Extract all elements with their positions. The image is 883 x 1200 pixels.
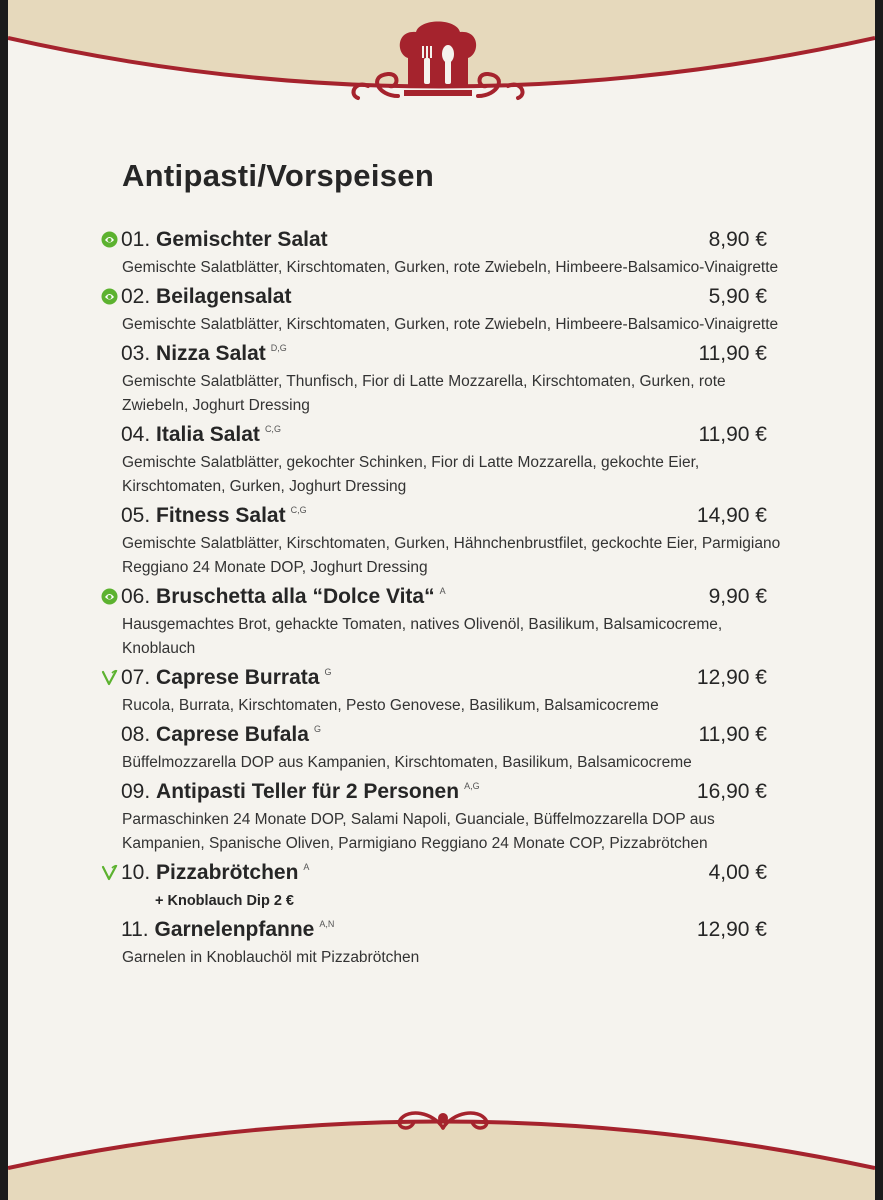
menu-item-title: Gemischter Salat [156,228,328,251]
menu-item-description: Gemischte Salatblätter, Kirschtomaten, Gurken, Hähnchenbrustfilet, geckochte Eier, Parmigiano Reggiano 24 Monate DOP, Joghurt Dressing [122,535,781,576]
menu-item-name [121,423,281,447]
menu-page [8,0,875,1200]
menu-item-title: Fitness Salat [156,504,286,527]
menu-item-name [121,918,334,942]
section-title: Antipasti/Vorspeisen [122,158,435,193]
menu-item-name [121,780,480,804]
menu-item-number: 03. [121,342,151,365]
menu-item-title: Beilagensalat [156,285,292,308]
menu-item-price: 11,90 € [698,342,767,365]
menu-item-description: Gemischte Salatblätter, Thunfisch, Fior di Latte Mozzarella, Kirschtomaten, Gurken, rote Zwiebeln, Joghurt Dressing [122,373,726,414]
menu-item-number: 10. [121,861,151,884]
vegan-icon [100,863,119,882]
menu-item-header [8,721,875,751]
menu-item-description: Rucola, Burrata, Kirschtomaten, Pesto Genovese, Basilikum, Balsamicocreme [122,697,659,714]
allergen-codes: A,N [319,919,335,929]
menu-item-description: Garnelen in Knoblauchöl mit Pizzabrötchen [122,949,420,966]
menu-item-name [121,285,291,309]
menu-item-number: 04. [121,423,151,446]
menu-item-description: Gemischte Salatblätter, Kirschtomaten, Gurken, rote Zwiebeln, Himbeere-Balsamico-Vinaigrette [122,316,779,333]
menu-item-title: Caprese Burrata [156,666,320,689]
menu-item [8,778,875,859]
menu-item-price: 14,90 € [696,504,767,527]
menu-item-price: 8,90 € [708,228,767,251]
menu-item [8,583,875,664]
menu-item-price: 11,90 € [698,423,767,446]
allergen-codes: A,G [464,781,480,791]
allergen-codes: A [303,862,310,872]
menu-item-number: 08. [121,723,151,746]
menu-item-name [121,861,309,885]
menu-item-number: 06. [121,585,151,608]
allergen-codes: C,G [290,505,307,515]
menu-item [8,283,875,340]
allergen-codes: C,G [264,424,281,434]
menu-item-name [121,666,331,690]
menu-item-title: Antipasti Teller für 2 Personen [156,780,460,803]
allergen-codes: G [313,724,321,734]
menu-item-header [8,583,875,613]
menu-item-name [121,585,446,609]
menu-item [8,721,875,778]
menu-item-addon: + Knoblauch Dip 2 € [155,893,294,909]
menu-item-number: 05. [121,504,151,527]
vegetarian-icon [100,230,119,249]
menu-item-description: Gemischte Salatblätter, gekochter Schinken, Fior di Latte Mozzarella, gekochte Eier, Kirschtomaten, Gurken, Joghurt Dressing [122,454,700,495]
chef-hat-logo [338,16,538,106]
menu-item-name [121,228,328,252]
menu-item [8,916,875,973]
menu-item [8,664,875,721]
menu-item-title: Garnelenpfanne [154,918,315,941]
menu-item-header [8,502,875,532]
menu-item-header [8,859,875,889]
menu-item-name [121,504,307,528]
menu-item-description: Hausgemachtes Brot, gehackte Tomaten, natives Olivenöl, Basilikum, Balsamicocreme, Knoblauch [122,616,723,657]
menu-item-header [8,664,875,694]
vegetarian-icon [100,587,119,606]
menu-item-number: 11. [121,918,149,941]
menu-item [8,859,875,916]
menu-item-header [8,283,875,313]
menu-item-price: 16,90 € [696,780,767,803]
menu-item-name [121,723,321,747]
menu-item [8,226,875,283]
menu-item [8,340,875,421]
allergen-codes: A [439,586,446,596]
menu-item-price: 9,90 € [708,585,767,608]
menu-item-description: Parmaschinken 24 Monate DOP, Salami Napoli, Guanciale, Büffelmozzarella DOP aus Kampanien, Spanische Oliven, Parmigiano Reggiano 24 Monate COP, Pizzabrötchen [122,811,715,852]
vegetarian-icon [100,287,119,306]
menu-item-name [121,342,287,366]
menu-item-title: Bruschetta alla “Dolce Vita“ [156,585,435,608]
menu-item [8,421,875,502]
menu-item-description: Gemischte Salatblätter, Kirschtomaten, Gurken, rote Zwiebeln, Himbeere-Balsamico-Vinaigrette [122,259,779,276]
menu-item-title: Nizza Salat [156,342,266,365]
menu-item-number: 02. [121,285,151,308]
menu-item [8,502,875,583]
menu-item-title: Italia Salat [156,423,260,446]
menu-item-description: Büffelmozzarella DOP aus Kampanien, Kirschtomaten, Basilikum, Balsamicocreme [122,754,692,771]
menu-item-price: 11,90 € [698,723,767,746]
allergen-codes: G [324,667,332,677]
vegan-icon [100,668,119,687]
menu-item-number: 01. [121,228,151,251]
menu-item-header [8,778,875,808]
bottom-ornament [388,1098,498,1140]
menu-item-header [8,226,875,256]
menu-item-number: 09. [121,780,151,803]
menu-item-number: 07. [121,666,151,689]
menu-item-header [8,421,875,451]
menu-item-title: Caprese Bufala [156,723,309,746]
menu-item-price: 5,90 € [708,285,767,308]
menu-item-title: Pizzabrötchen [156,861,299,884]
menu-item-price: 12,90 € [696,666,767,689]
menu-item-header [8,340,875,370]
allergen-codes: D,G [270,343,287,353]
menu-item-header [8,916,875,946]
menu-item-price: 12,90 € [696,918,767,941]
menu-item-price: 4,00 € [708,861,767,884]
menu-items-list [8,226,875,973]
